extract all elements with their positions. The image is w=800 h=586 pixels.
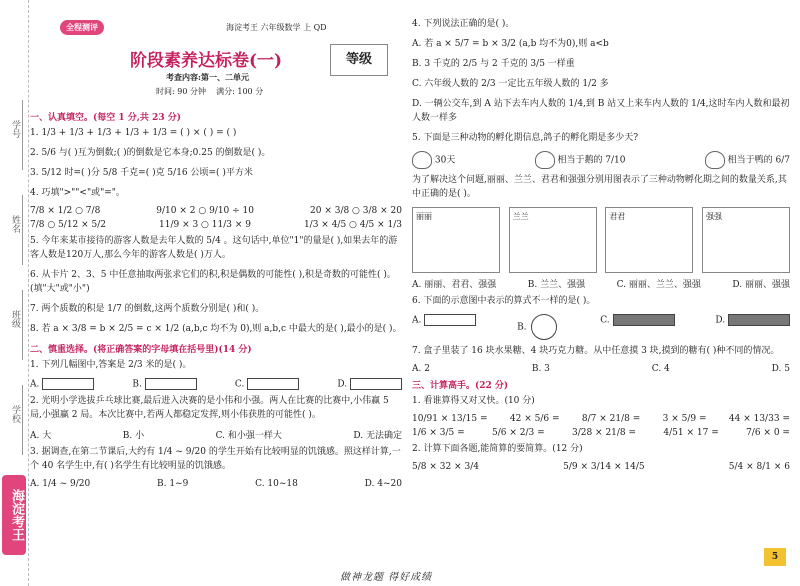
s1: 1. 下列几幅图中,答案是 2/3 米的是( )。 (30, 360, 192, 370)
hen-icon (535, 151, 555, 169)
r5-info-item: 30天 (412, 151, 455, 169)
s1-options (30, 378, 402, 390)
r5-option: C. 丽丽、兰兰、强强 (616, 280, 701, 290)
r4b: B. 3 千克的 2/5 与 2 千克的 3/5 一样重 (412, 59, 575, 69)
time: 时间: 90 分钟 (156, 87, 206, 96)
segment-diagram-icon (42, 378, 94, 390)
q4-item: 1/3 × 4/5 ○ 4/5 × 1/3 (303, 220, 402, 230)
r4: 4. 下列说法正确的是( )。 (412, 19, 515, 29)
s1-option: A. (30, 378, 94, 390)
s2: 2. 光明小学选拔乒乓球比赛,最后进入决赛的是小伟和小强。两人在比赛的比赛中,小伟赢 5 局,小强赢 2 局。本次比赛中,若两人都稳定发挥,则小伟获胜的可能性( )。 (30, 396, 389, 420)
s2-option: D. 无法确定 (353, 431, 402, 441)
chart-lanlan: 兰兰 (509, 207, 597, 273)
calc-item: 3/28 × 21/8 = (571, 428, 637, 438)
left-column (30, 14, 402, 493)
segment-diagram-icon (145, 378, 197, 390)
r7: 7. 盒子里装了 16 块水果糖、4 块巧克力糖。从中任意摸 3 块,摸到的糖有( )种不同的情况。 (412, 346, 780, 356)
q4-item: 7/8 × 1/2 ○ 7/8 (30, 206, 101, 216)
r5-option: A. 丽丽、君君、强强 (412, 280, 497, 290)
q3: 3. 5/12 时=( )分 5/8 千克=( )克 5/16 公顷=( )平方米 (30, 168, 253, 178)
r7-options (412, 364, 790, 374)
s3-option: B. 1~9 (156, 479, 189, 489)
q4-row (30, 220, 402, 230)
calc-item: 5/6 × 2/3 = (491, 428, 545, 438)
r6-option: A. (412, 314, 476, 340)
book-line: 海淀考王 六年级数学 上 QD (226, 23, 327, 32)
spine-label-id: 学号 (10, 120, 20, 138)
calc-item: 42 × 5/6 = (509, 414, 560, 424)
r6: 6. 下面的示意图中表示的算式不一样的是( )。 (412, 296, 596, 306)
footer-slogan: 做神龙题 得好成绩 (340, 572, 433, 583)
grid-diagram-icon (728, 314, 790, 326)
s3: 3. 据调查,在第二节课后,大约有 1/4 ~ 9/20 的学生开始有比较明显的饥饿感。照这样计算,一个 40 名学生中,有( )名学生有比较明显的饥饿感。 (30, 447, 401, 471)
spine-label-name: 姓名 (10, 215, 20, 233)
q4: 4. 巧填">""<"或"="。 (30, 188, 125, 198)
s2-options (30, 428, 402, 441)
r5-option: D. 丽丽、强强 (732, 280, 790, 290)
calc-item: 7/6 × 0 = (746, 428, 790, 438)
calc-item: 3 × 5/9 = (662, 414, 707, 424)
page-title: 阶段素养达标卷(一) (130, 51, 283, 71)
r4c: C. 六年级人数的 2/3 一定比五年级人数的 1/2 多 (412, 79, 609, 89)
spine-line (22, 195, 23, 265)
r6-options (412, 314, 790, 340)
diagram-icon (424, 314, 476, 326)
q7: 7. 两个质数的积是 1/7 的倒数,这两个质数分别是( )和( )。 (30, 304, 265, 314)
r4d: D. 一辆公交车,到 A 站下去车内人数的 1/4,到 B 站又上来车内人数的 1/4,这时车内人数和最初人数一样多 (412, 99, 790, 123)
r7-option: B. 3 (531, 364, 550, 374)
q4-item: 20 × 3/8 ○ 3/8 × 20 (310, 206, 402, 216)
r5-info (412, 151, 790, 169)
section-choice: 二、慎重选择。(将正确答案的字母填在括号里)(14 分) (30, 345, 252, 355)
chart-junjun: 君君 (605, 207, 693, 273)
chart-qiangqiang: 强强 (702, 207, 790, 273)
s1-option: C. (235, 378, 299, 390)
r6-option: D. (715, 314, 790, 340)
calc-item: 5/8 × 32 × 3/4 (412, 462, 479, 472)
brand-logo: 海淀考王 (2, 475, 26, 555)
goose-icon (412, 151, 432, 169)
q1: 1. 1/3 + 1/3 + 1/3 + 1/3 + 1/3 = ( ) × ( ) = ( ) (30, 128, 237, 138)
c1: 1. 看谁算得又对又快。(10 分) (412, 396, 535, 406)
calc-item: 5/4 × 8/1 × 6 (728, 462, 790, 472)
segment-diagram-icon (350, 378, 402, 390)
r5q: 为了解决这个问题,丽丽、兰兰、君君和强强分别用图表示了三种动物孵化期之间的数量关系,其中正确的是( )。 (412, 175, 787, 199)
grid-diagram-icon (613, 314, 675, 326)
q4-row (30, 206, 402, 216)
q8: 8. 若 a × 3/8 = b × 2/5 = c × 1/2 (a,b,c 均不为 0),则 a,b,c 中最大的是( ),最小的是( )。 (30, 324, 402, 334)
c1-row (412, 428, 790, 438)
spine-line (22, 290, 23, 360)
r4a: A. 若 a × 5/7 = b × 3/2 (a,b 均不为0),则 a<b (412, 39, 609, 49)
calc-item: 10/91 × 13/15 = (412, 414, 488, 424)
q4-item: 9/10 × 2 ○ 9/10 ÷ 10 (156, 206, 254, 216)
badge: 全程测评 (60, 20, 104, 35)
circle-diagram-icon (531, 314, 557, 340)
binding-spine (0, 0, 29, 586)
c2: 2. 计算下面各题,能简算的要简算。(12 分) (412, 444, 583, 454)
s2-option: B. 小 (122, 431, 145, 441)
r6-option: C. (600, 314, 674, 340)
section-calc: 三、计算高手。(22 分) (412, 381, 509, 391)
calc-item: 44 × 13/33 = (728, 414, 790, 424)
c2-row (412, 462, 790, 472)
s3-option: D. 4~20 (364, 479, 402, 489)
r5-info-item: 相当于鸭的 6/7 (705, 151, 790, 169)
scope: 考查内容:第一、二单元 (166, 72, 249, 82)
r7-option: D. 5 (771, 364, 790, 374)
spine-label-class: 班级 (10, 310, 20, 328)
header (30, 14, 402, 106)
spine-label-school: 学校 (10, 405, 20, 423)
calc-item: 5/9 × 3/14 × 14/5 (563, 462, 645, 472)
r7-option: C. 4 (651, 364, 670, 374)
r7-option: A. 2 (412, 364, 430, 374)
s3-option: C. 10~18 (255, 479, 298, 489)
s2-option: C. 和小强一样大 (215, 431, 282, 441)
calc-item: 1/6 × 3/5 = (412, 428, 465, 438)
section-fill: 一、认真填空。(每空 1 分,共 23 分) (30, 113, 181, 123)
r5-charts (412, 207, 790, 273)
s2-option: A. 大 (30, 431, 52, 441)
q4-item: 7/8 ○ 5/12 × 5/2 (30, 220, 107, 230)
segment-diagram-icon (247, 378, 299, 390)
r5-option: B. 兰兰、强强 (527, 280, 586, 290)
c1-row (412, 414, 790, 424)
calc-item: 4/51 × 17 = (663, 428, 719, 438)
page-number: 5 (764, 548, 786, 566)
score: 满分: 100 分 (216, 87, 264, 96)
chart-lili: 丽丽 (412, 207, 500, 273)
right-column (412, 14, 790, 476)
s1-option: D. (337, 378, 402, 390)
q5: 5. 今年来某市接待的游客人数是去年人数的 5/4 。这句话中,单位"1"的量是( ),如果去年的游客人数是120万人,那么今年的游客人数是( )万人。 (30, 236, 398, 260)
q2: 2. 5/6 与( )互为倒数;( )的倒数是它本身;0.25 的倒数是( )。 (30, 148, 271, 158)
q4-item: 11/9 × 3 ○ 11/3 × 9 (159, 220, 251, 230)
pigeon-icon (705, 151, 725, 169)
r6-option: B. (517, 314, 559, 340)
s3-option: A. 1/4 ~ 9/20 (30, 479, 91, 489)
s1-option: B. (132, 378, 196, 390)
r5: 5. 下面是三种动物的孵化期信息,鸽子的孵化期是多少天? (412, 133, 639, 143)
q6: 6. 从卡片 2、3、5 中任意抽取两张求它们的积,积是偶数的可能性( ),积是奇数的可能性( )。(填"大"或"小") (30, 270, 396, 294)
r5-info-item: 相当于鹅的 7/10 (535, 151, 626, 169)
level-box: 等级 (330, 44, 388, 76)
spine-line (22, 100, 23, 170)
s3-options (30, 479, 402, 489)
r5-options (412, 277, 790, 290)
time-score (156, 86, 263, 97)
spine-line (22, 385, 23, 455)
calc-item: 8/7 × 21/8 = (581, 414, 641, 424)
